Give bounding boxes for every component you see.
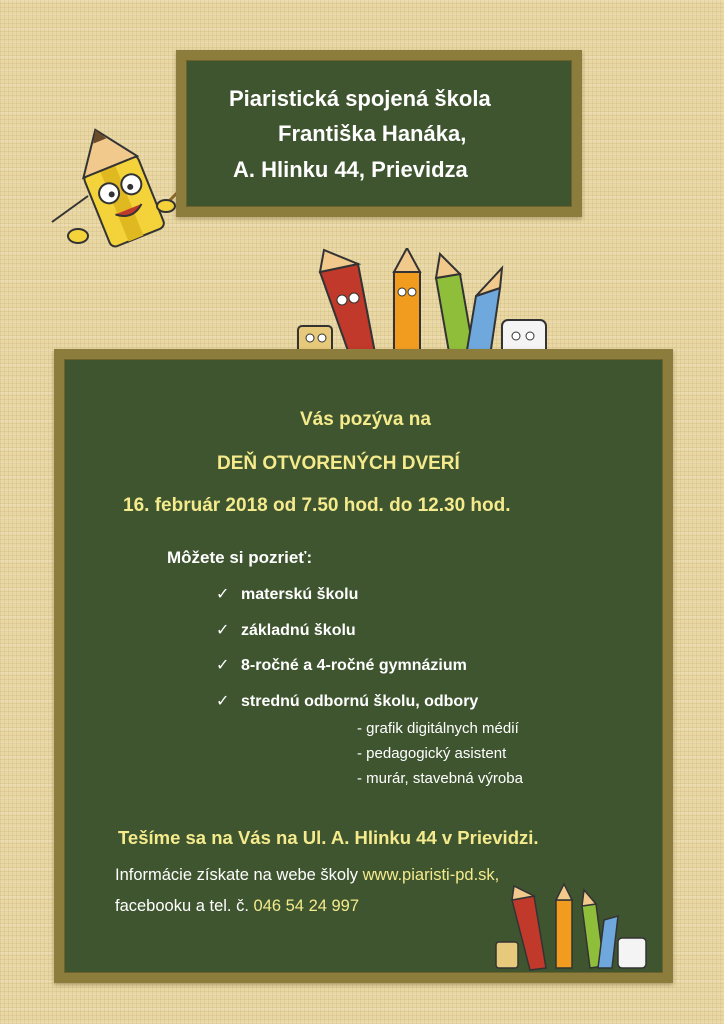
- info-line-contact: facebooku a tel. č. 046 54 24 997: [115, 897, 360, 915]
- list-item: ✓ 8-ročné a 4-ročné gymnázium: [216, 657, 467, 674]
- check-icon: ✓: [216, 622, 230, 639]
- small-pencils-illustration: [488, 882, 658, 974]
- phone-number[interactable]: 046 54 24 997: [253, 897, 360, 915]
- check-icon: ✓: [216, 586, 230, 603]
- check-icon: ✓: [216, 693, 230, 710]
- event-title: DEŇ OTVORENÝCH DVERÍ: [217, 453, 460, 474]
- school-name-line2: Františka Hanáka,: [278, 121, 467, 146]
- check-icon: ✓: [216, 657, 230, 674]
- event-date: 16. február 2018 od 7.50 hod. do 12.30 hod.: [123, 495, 511, 516]
- sub-item: - murár, stavebná výroba: [357, 770, 523, 787]
- list-item: ✓ strednú odbornú školu, odbory: [216, 693, 479, 710]
- closing-text: Tešíme sa na Vás na Ul. A. Hlinku 44 v Prievidzi.: [118, 827, 539, 848]
- see-label: Môžete si pozrieť:: [167, 548, 313, 567]
- blue-pencil: [466, 268, 502, 356]
- list-item: ✓ základnú školu: [216, 622, 356, 639]
- info-line: Informácie získate na webe školy www.piaristi-pd.sk,: [115, 866, 500, 884]
- sub-item: - grafik digitálnych médií: [357, 720, 519, 737]
- list-item: ✓ materskú školu: [216, 586, 359, 603]
- title-chalkboard: [176, 50, 582, 217]
- orange-pencil: [394, 248, 420, 360]
- sub-item: - pedagogický asistent: [357, 745, 507, 762]
- invite-text: Vás pozýva na: [300, 409, 431, 430]
- school-address: A. Hlinku 44, Prievidza: [233, 157, 468, 182]
- website-link[interactable]: www.piaristi-pd.sk,: [362, 866, 500, 884]
- school-name: Piaristická spojená škola: [229, 86, 491, 111]
